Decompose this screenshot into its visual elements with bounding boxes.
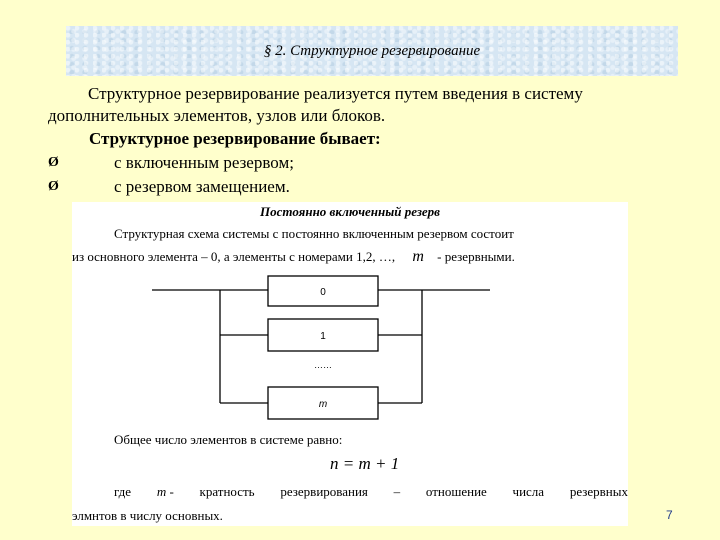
desc-part-a: из основного элемента – 0, а элементы с номерами 1,2, …,: [72, 249, 396, 264]
title-bar: [66, 26, 678, 76]
arrow-bullet-icon: Ø: [48, 155, 59, 170]
excerpt-desc-line-1: Структурная схема системы с постоянно включенным резервом состоит: [114, 226, 514, 241]
bullet-text: с включенным резервом;: [114, 153, 294, 172]
where-word: резервирования: [280, 484, 368, 499]
where-word: отношение: [425, 484, 487, 499]
where-word: где: [114, 484, 132, 499]
intro-line-2: дополнительных элементов, узлов или блоков.: [48, 106, 386, 125]
where-line-1: [72, 484, 628, 500]
block-0-label: 0: [320, 287, 326, 298]
where-word: кратность: [199, 484, 255, 499]
arrow-bullet-icon: Ø: [48, 179, 59, 194]
bullet-text: с резервом замещением.: [114, 177, 290, 196]
where-line-2: элмнтов в числу основных.: [72, 508, 223, 523]
page-number: 7: [666, 508, 673, 522]
formula: n = m + 1: [330, 454, 400, 473]
reserve-diagram: [72, 268, 628, 428]
where-word: m -: [156, 484, 174, 499]
where-word: числа: [512, 484, 545, 499]
excerpt-heading: Постоянно включенный резерв: [260, 204, 440, 219]
block-1-label: 1: [320, 331, 326, 342]
where-word: –: [393, 484, 401, 499]
desc-part-b: - резервными.: [437, 249, 515, 264]
diagram-ellipsis: ……: [314, 360, 332, 370]
slide-title: § 2. Структурное резервирование: [263, 42, 481, 59]
intro-line-1: Структурное резервирование реализуется путем введения в систему: [88, 84, 583, 103]
where-word: резервных: [569, 484, 628, 499]
block-m-label: m: [318, 399, 328, 410]
excerpt-desc-line-2: [72, 248, 515, 266]
types-heading: Структурное резервирование бывает:: [89, 129, 381, 148]
scanned-excerpt: [72, 202, 628, 526]
desc-variable-m: m: [412, 248, 424, 265]
total-count-label: Общее число элементов в системе равно:: [114, 432, 343, 447]
